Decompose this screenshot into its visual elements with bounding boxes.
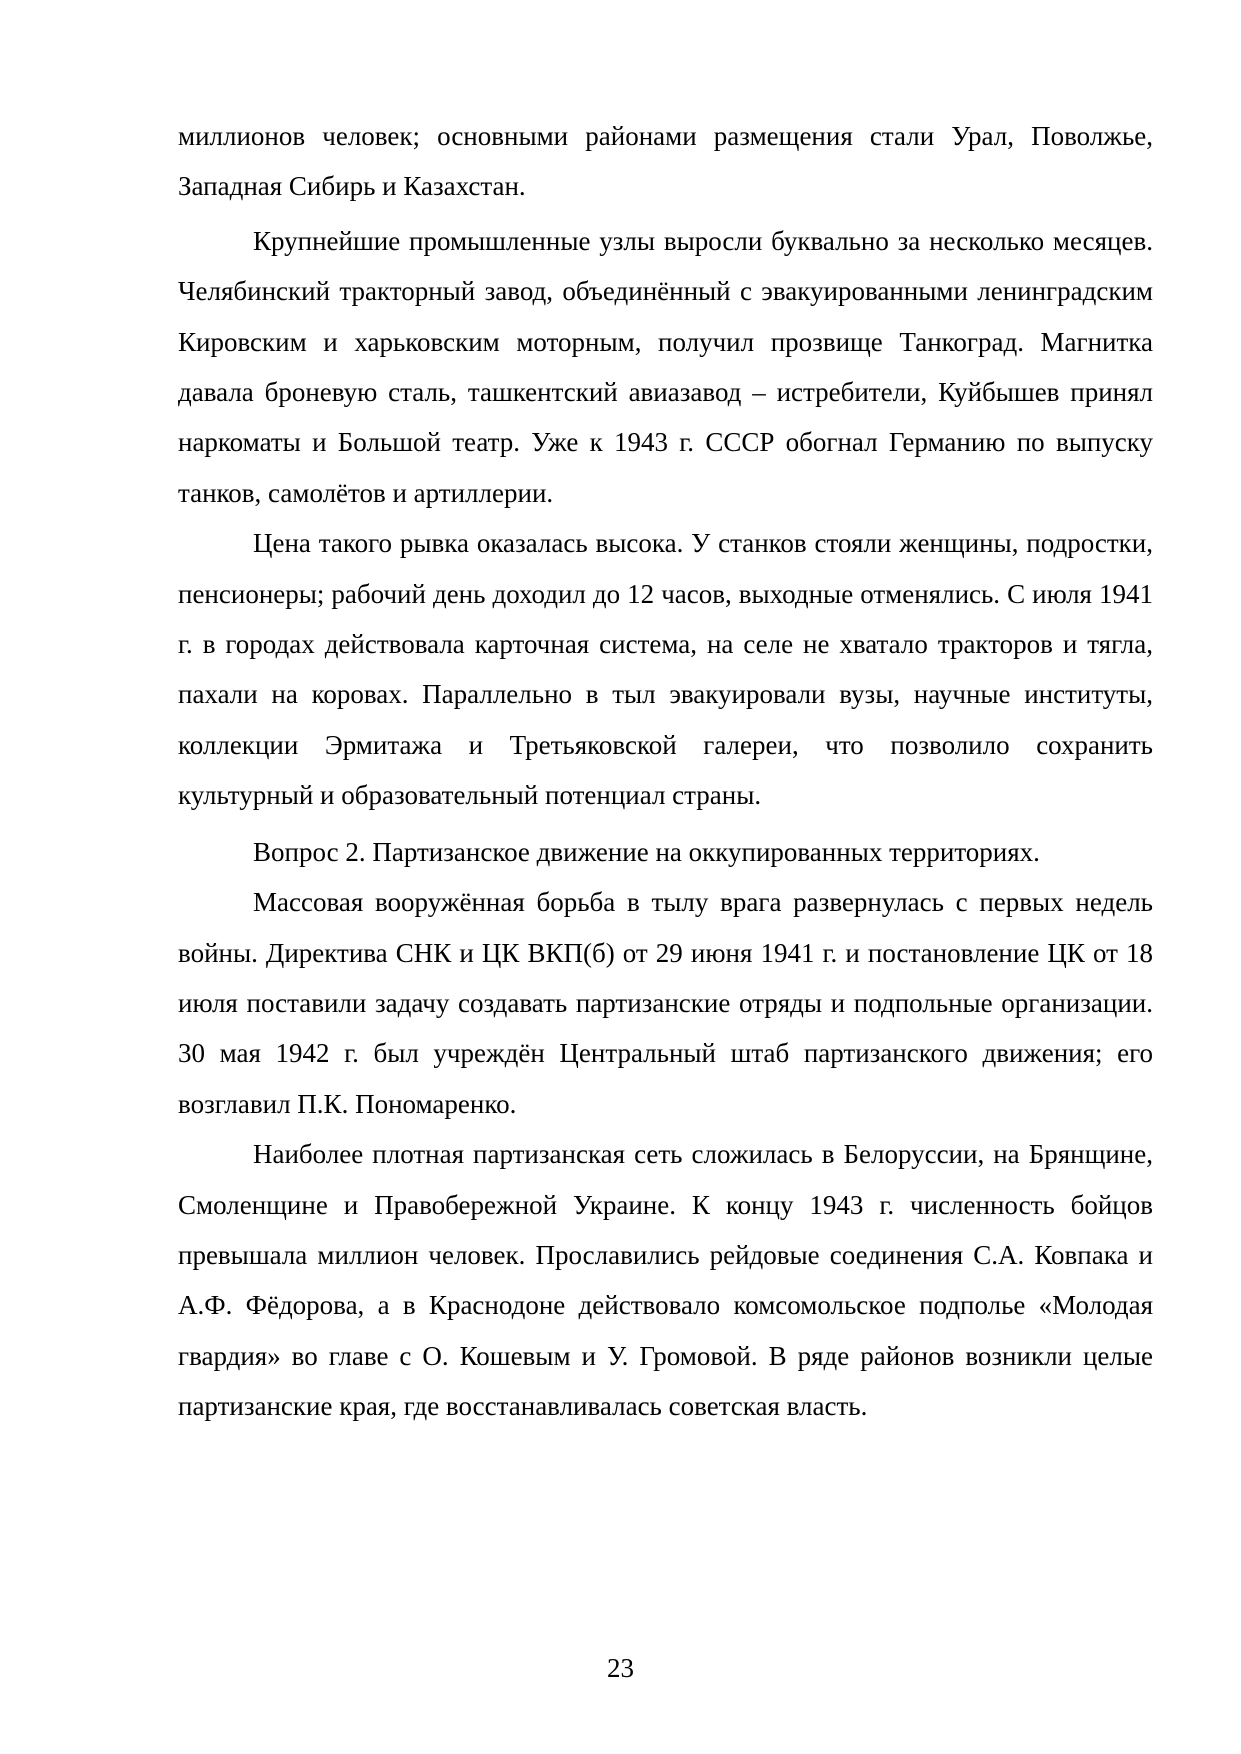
body-text xyxy=(178,111,1153,1432)
paragraph-cost-of-effort: Цена такого рывка оказалась высока. У станков стояли женщины, подростки, пенсионеры; рабочий день доходил до 12 часов, выходные отменялись. С июля 1941 г. в городах действовала карточная система, на селе не хватало тракторов и тягла, пахали на коровах. Параллельно в тыл эвакуировали вузы, научные институты, коллекции Эрмитажа и Третьяковской галереи, что позволило сохранить культурный и образовательный потенциал страны. xyxy=(178,528,1153,811)
paragraph-continuation: миллионов человек; основными районами размещения стали Урал, Поволжье, Западная Сибирь и Казахстан. xyxy=(178,121,1153,202)
page-number: 23 xyxy=(607,1653,634,1683)
paragraph-partisan-struggle: Массовая вооружённая борьба в тылу врага развернулась с первых недель войны. Директива СНК и ЦК ВКП(б) от 29 июня 1941 г. и постановление ЦК от 18 июля поставили задачу создавать партизанские отряды и подпольные организации. 30 мая 1942 г. был учреждён Центральный штаб партизанского движения; его возглавил П.К. Пономаренко. xyxy=(178,887,1153,1119)
section-heading-question-2: Вопрос 2. Партизанское движение на оккупированных территориях. xyxy=(253,836,1040,867)
paragraph-partisan-network: Наиболее плотная партизанская сеть сложилась в Белоруссии, на Брянщине, Смоленщине и Правобережной Украине. К концу 1943 г. численность бойцов превышала миллион человек. Прославились рейдовые соединения С.А. Ковпака и А.Ф. Фёдорова, а в Краснодоне действовало комсомольское подполье «Молодая гвардия» во главе с О. Кошевым и У. Громовой. В ряде районов возникли целые партизанские края, где восстанавливалась советская власть. xyxy=(178,1139,1153,1422)
paragraph-industrial-centers: Крупнейшие промышленные узлы выросли буквально за несколько месяцев. Челябинский тракторный завод, объединённый с эвакуированными ленинградским Кировским и харьковским моторным, получил прозвище Танкоград. Магнитка давала броневую сталь, ташкентский авиазавод – истребители, Куйбышев принял наркоматы и Большой театр. Уже к 1943 г. СССР обогнал Германию по выпуску танков, самолётов и артиллерии. xyxy=(178,225,1153,508)
